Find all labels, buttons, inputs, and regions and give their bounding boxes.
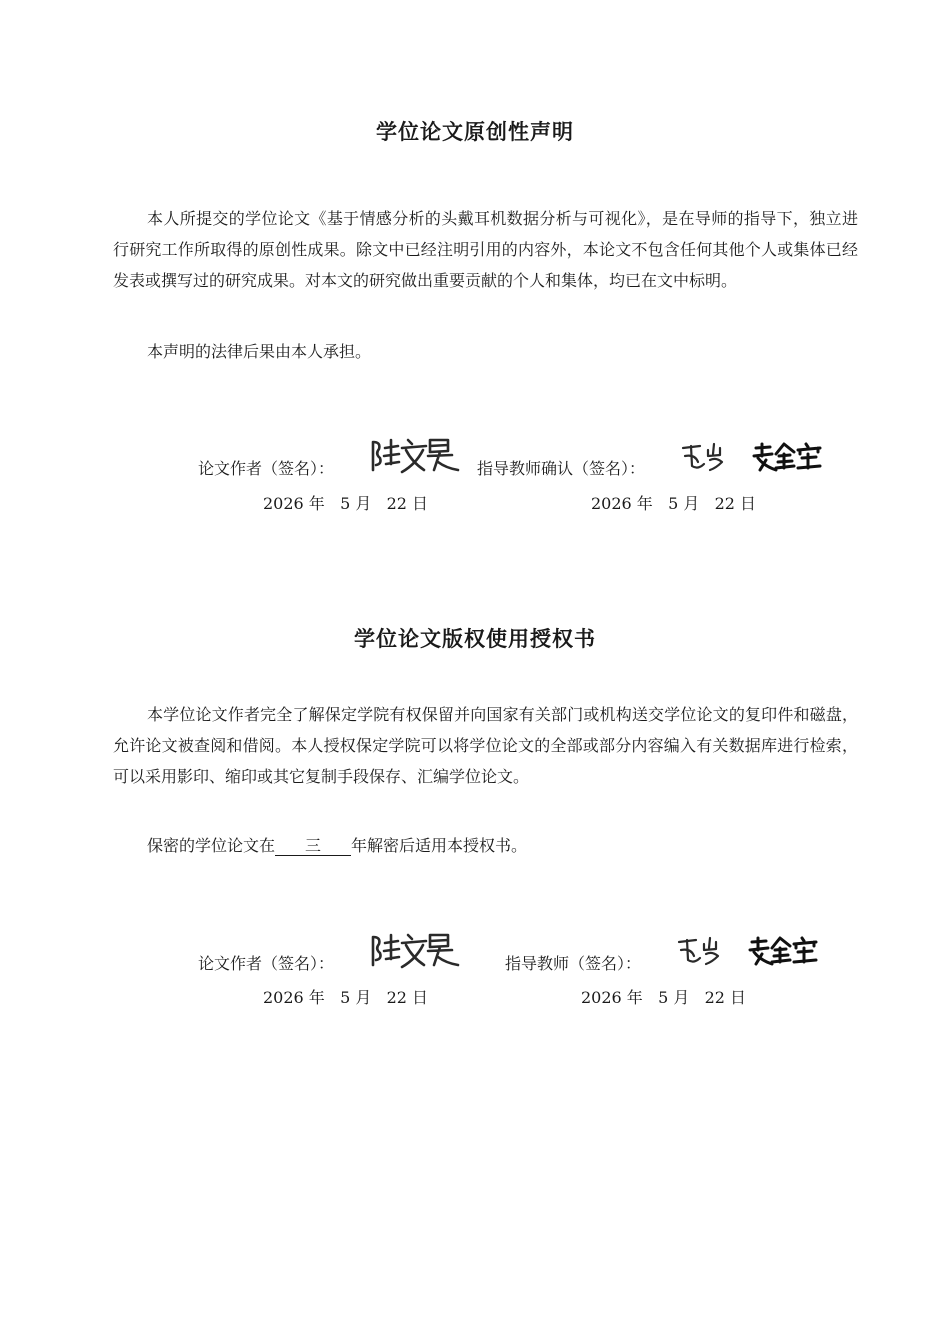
authorization-title: 学位论文版权使用授权书 [354,627,596,651]
authorization-paragraph-1: 本学位论文作者完全了解保定学院有权保留并向国家有关部门或机构送交学位论文的复印件和磁盘，允许论文被查阅和借阅。本人授权保定学院可以将学位论文的全部或部分内容编入有关数据库进行检索，可以采用影印、缩印或其它复制手段保存、汇编学位论文。 [113,705,858,786]
confidential-text-after: 年解密后适用本授权书。 [351,836,528,855]
authorization-author-date: 2026 年 5 月 22 日 [263,988,429,1007]
declaration-author-label: 论文作者（签名）： [198,459,335,478]
declaration-paragraph-2: 本声明的法律后果由本人承担。 [147,342,372,361]
declaration-title: 学位论文原创性声明 [376,120,574,144]
authorization-advisor-label: 指导教师（签名）： [505,954,642,973]
advisor-signature-image [680,440,830,474]
author-signature-image-2 [368,929,460,971]
confidential-years-blank: 三 [275,837,351,856]
declaration-author-date: 2026 年 5 月 22 日 [263,494,429,513]
author-signature-image [368,434,460,476]
declaration-paragraph-1: 本人所提交的学位论文《基于情感分析的头戴耳机数据分析与可视化》，是在导师的指导下，独立进行研究工作所取得的原创性成果。除文中已经注明引用的内容外，本论文不包含任何其他个人或集体已经发表或撰写过的研究成果。对本文的研究做出重要贡献的个人和集体，均已在文中标明。 [113,209,858,290]
declaration-advisor-label: 指导教师确认（签名）： [477,459,646,478]
authorization-advisor-date: 2026 年 5 月 22 日 [581,988,747,1007]
declaration-advisor-date: 2026 年 5 月 22 日 [591,494,757,513]
authorization-paragraph-2 [113,830,858,861]
confidential-text-before: 保密的学位论文在 [147,836,276,855]
authorization-author-label: 论文作者（签名）： [198,954,335,973]
advisor-signature-image-2 [676,934,826,968]
